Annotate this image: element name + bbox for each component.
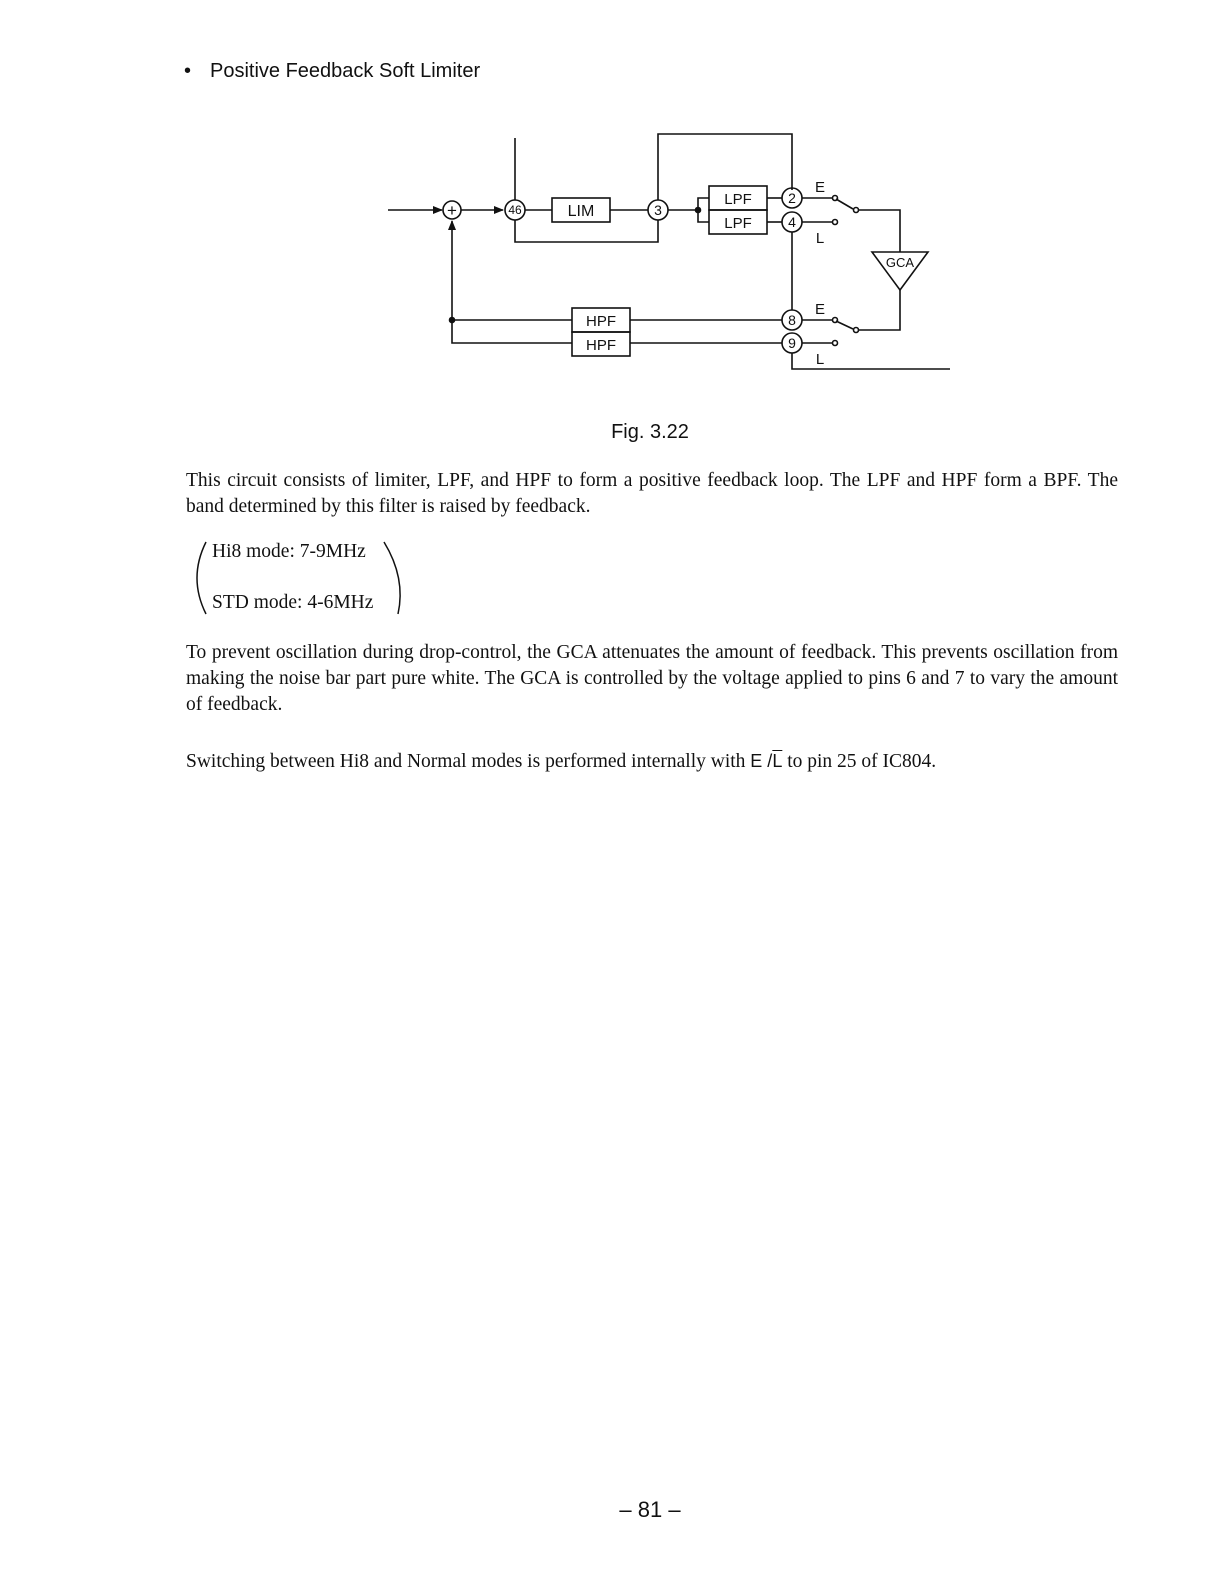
- switch-bottom-e-label: E: [814, 301, 826, 318]
- pin-9-label: 9: [788, 335, 796, 351]
- lim-label: LIM: [567, 203, 595, 220]
- switch-top-blade: [836, 199, 853, 209]
- pin-8-label: 8: [788, 312, 796, 328]
- paragraph-1: This circuit consists of limiter, LPF, and HPF to form a positive feedback loop. The LPF and HPF form a BPF. The band determined by this filter is raised by feedback.: [186, 470, 1118, 517]
- switch-bottom-common: [854, 328, 859, 333]
- switch-bottom-e-contact: [833, 318, 838, 323]
- circuit-diagram: [0, 0, 1223, 400]
- switch-top-l-label: L: [815, 230, 825, 247]
- lpf-label-1: LPF: [724, 191, 752, 208]
- signal-l: $\overline{L}$: [772, 751, 783, 771]
- paragraph-2: To prevent oscillation during drop-control, the GCA attenuates the amount of feedback. This prevents oscillation from making the noise bar part pure white. The GCA is controlled by the voltage applied to pins 6 and 7 to vary the amount of feedback.: [186, 642, 1118, 715]
- gca-label: GCA: [885, 255, 915, 270]
- switch-bottom-l-label: L: [815, 351, 825, 368]
- signal-e: E /: [750, 751, 773, 771]
- gca-output-line: [859, 290, 900, 330]
- switch-top-l-contact: [833, 220, 838, 225]
- hpf2-to-feedback-line: [452, 320, 572, 343]
- switch-top-e-label: E: [814, 179, 826, 196]
- hpf-label-2: HPF: [586, 337, 616, 354]
- std-mode: STD mode: 4-6MHz: [212, 592, 374, 613]
- paragraph-3-after: to pin 25 of IC804.: [787, 751, 937, 772]
- paragraph-3-before: Switching between Hi8 and Normal modes is performed internally with: [186, 751, 746, 772]
- bullet: •: [184, 60, 192, 82]
- mode-list: [186, 536, 426, 620]
- page-number: – 81 –: [619, 1497, 681, 1522]
- switch-top-common: [854, 208, 859, 213]
- lpf-split-node: [696, 208, 701, 213]
- pin-2-label: 2: [788, 190, 796, 206]
- switch-bottom-blade: [836, 321, 853, 329]
- heading-text: Positive Feedback Soft Limiter: [210, 60, 481, 82]
- hpf-label-1: HPF: [586, 313, 616, 330]
- switch-to-gca-line: [859, 210, 900, 252]
- switch-bottom-l-contact: [833, 341, 838, 346]
- pin-3-label: 3: [654, 202, 662, 218]
- pin-46-label: 46: [508, 203, 522, 217]
- pin-4-label: 4: [788, 214, 796, 230]
- paragraph-3: [186, 748, 1118, 775]
- summer-symbol: +: [447, 201, 457, 220]
- figure-caption: Fig. 3.22: [611, 421, 689, 443]
- lpf-label-2: LPF: [724, 215, 752, 232]
- lim-bypass-loop: [515, 220, 658, 242]
- hi8-mode: Hi8 mode: 7-9MHz: [212, 541, 366, 562]
